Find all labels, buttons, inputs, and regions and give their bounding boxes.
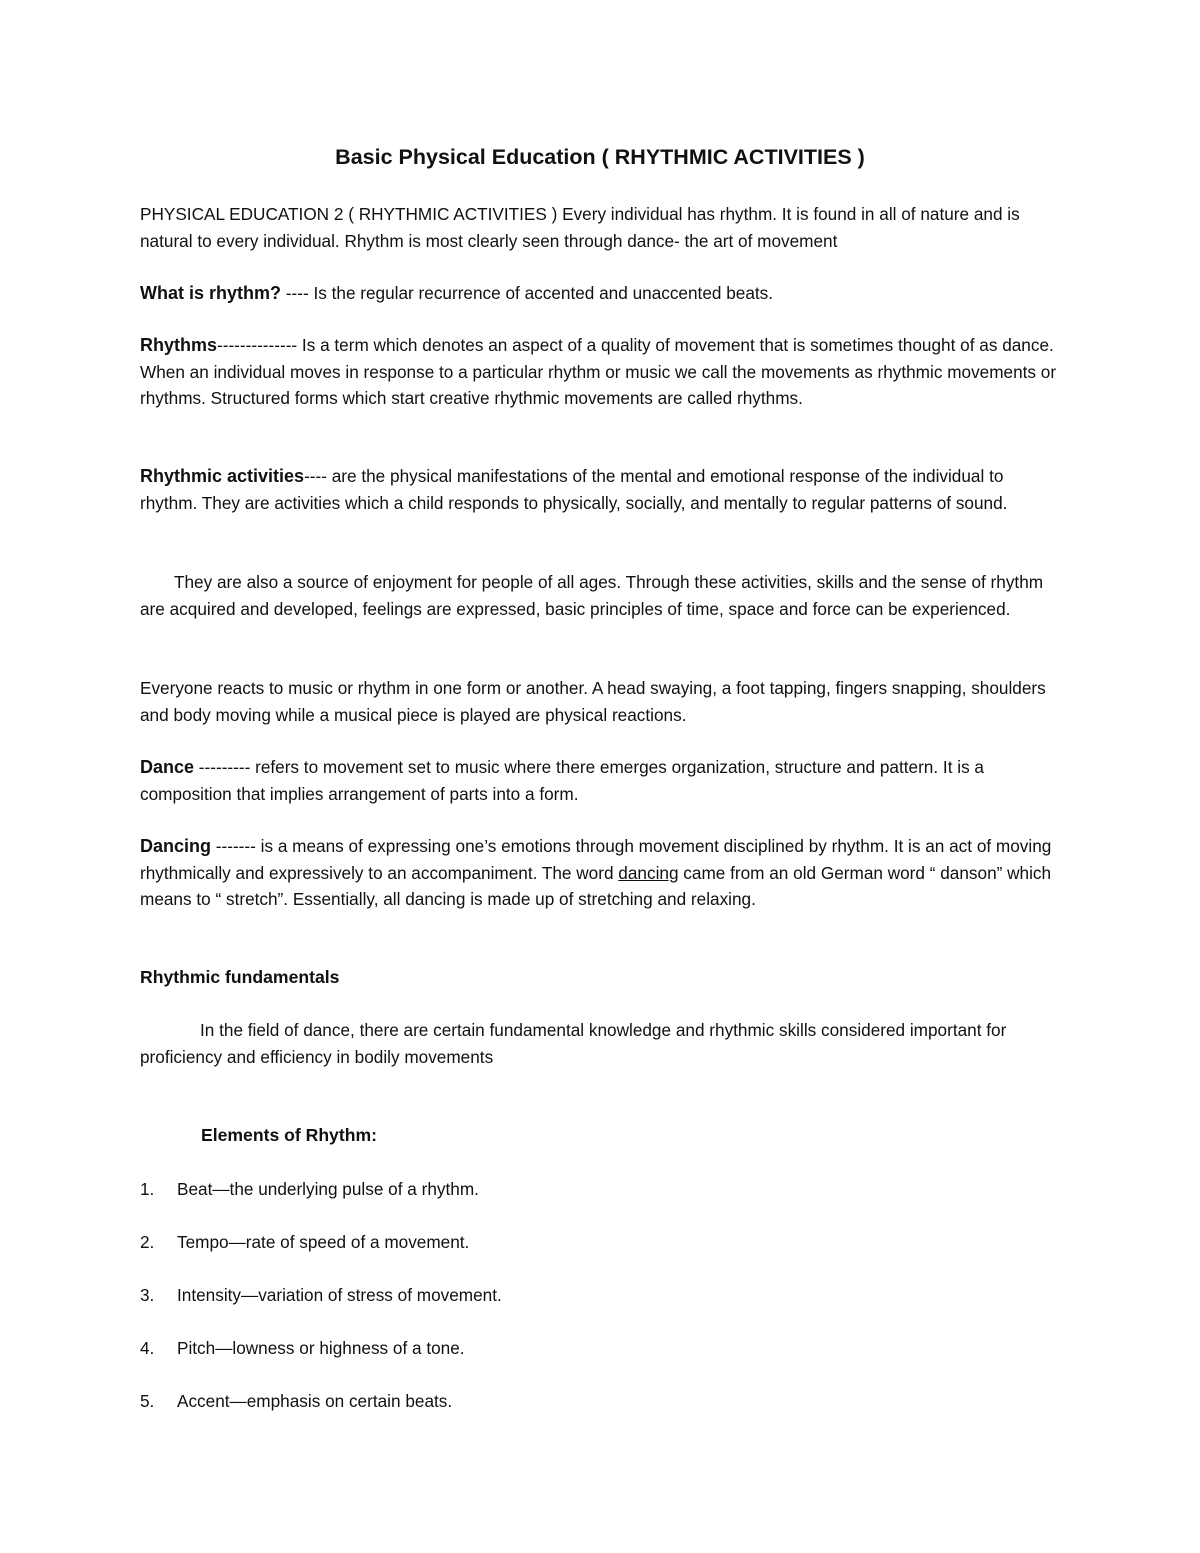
- rhythmic-activities-paragraph: [140, 463, 1065, 516]
- what-is-rhythm-term: What is rhythm?: [140, 283, 282, 303]
- rhythms-text: -------------- Is a term which denotes an aspect of a quality of movement that is sometimes thought of as dance. When an individual moves in response to a particular rhythm or music we call the movements as rhythmic movements or rhythms. Structured forms which start creative rhythmic movements are called rhythms.: [140, 335, 1057, 408]
- rhythmic-activities-term: Rhythmic activities: [140, 466, 305, 486]
- list-item-text: Tempo—rate of speed of a movement.: [177, 1232, 470, 1252]
- everyone-paragraph: Everyone reacts to music or rhythm in one form or another. A head swaying, a foot tapping, fingers snapping, shoulders and body moving while a musical piece is played are physical reactions.: [140, 678, 1046, 725]
- list-item-text: Accent—emphasis on certain beats.: [177, 1391, 453, 1411]
- list-item-number: 5.: [140, 1391, 155, 1411]
- dancing-text-1: ------- is a means of expressing one’s emotions through movement disciplined by rhythm. It is an act of moving rhythmically and expressively to an accompaniment. The word: [140, 836, 1052, 883]
- rhythmic-fundamentals-heading: Rhythmic fundamentals: [140, 967, 340, 987]
- what-is-rhythm-paragraph: [140, 280, 1065, 307]
- dance-paragraph: [140, 754, 1065, 807]
- list-item: [140, 1176, 1040, 1202]
- list-item-text: Beat—the underlying pulse of a rhythm.: [177, 1179, 479, 1199]
- list-item: [140, 1335, 1040, 1361]
- dancing-text-2: came from an old German word “ danson” which means to “ stretch”. Essentially, all dancing is made up of stretching and relaxing.: [140, 862, 1052, 909]
- dance-term: Dance: [140, 757, 195, 777]
- dance-text: --------- refers to movement set to music where there emerges organization, structure and pattern. It is a composition that implies arrangement of parts into a form.: [140, 757, 984, 804]
- rhythmic-activities-text: ---- are the physical manifestations of the mental and emotional response of the individual to rhythm. They are activities which a child responds to physically, socially, and mentally to regular patterns of sound.: [140, 466, 1008, 513]
- enjoyment-paragraph: They are also a source of enjoyment for people of all ages. Through these activities, skills and the sense of rhythm are acquired and developed, feelings are expressed, basic principles of time, space and force can be experienced.: [140, 572, 1044, 619]
- what-is-rhythm-text: ---- Is the regular recurrence of accented and unaccented beats.: [281, 283, 774, 303]
- rhythmic-fundamentals-paragraph: In the field of dance, there are certain fundamental knowledge and rhythmic skills considered important for proficiency and efficiency in bodily movements: [140, 1020, 1007, 1067]
- dancing-paragraph: [140, 833, 1065, 913]
- list-item: [140, 1282, 1040, 1308]
- list-item-number: 3.: [140, 1285, 155, 1305]
- dancing-underlined-word: dancing: [618, 862, 679, 883]
- list-item-text: Intensity—variation of stress of movement.: [177, 1285, 502, 1305]
- dancing-term: Dancing: [140, 836, 212, 856]
- rhythms-paragraph: [140, 332, 1065, 412]
- rhythms-term: Rhythms: [140, 335, 218, 355]
- page-title: Basic Physical Education ( RHYTHMIC ACTIVITIES ): [335, 145, 865, 169]
- list-item-number: 4.: [140, 1338, 155, 1358]
- list-item: [140, 1388, 1040, 1414]
- list-item-text: Pitch—lowness or highness of a tone.: [177, 1338, 465, 1358]
- list-item: [140, 1229, 1040, 1255]
- list-item-number: 1.: [140, 1179, 155, 1199]
- list-item-number: 2.: [140, 1232, 155, 1252]
- intro-paragraph: PHYSICAL EDUCATION 2 ( RHYTHMIC ACTIVITIES ) Every individual has rhythm. It is found in all of nature and is natural to every individual. Rhythm is most clearly seen through dance- the art of movement: [140, 204, 1020, 251]
- elements-of-rhythm-heading: Elements of Rhythm:: [201, 1125, 377, 1145]
